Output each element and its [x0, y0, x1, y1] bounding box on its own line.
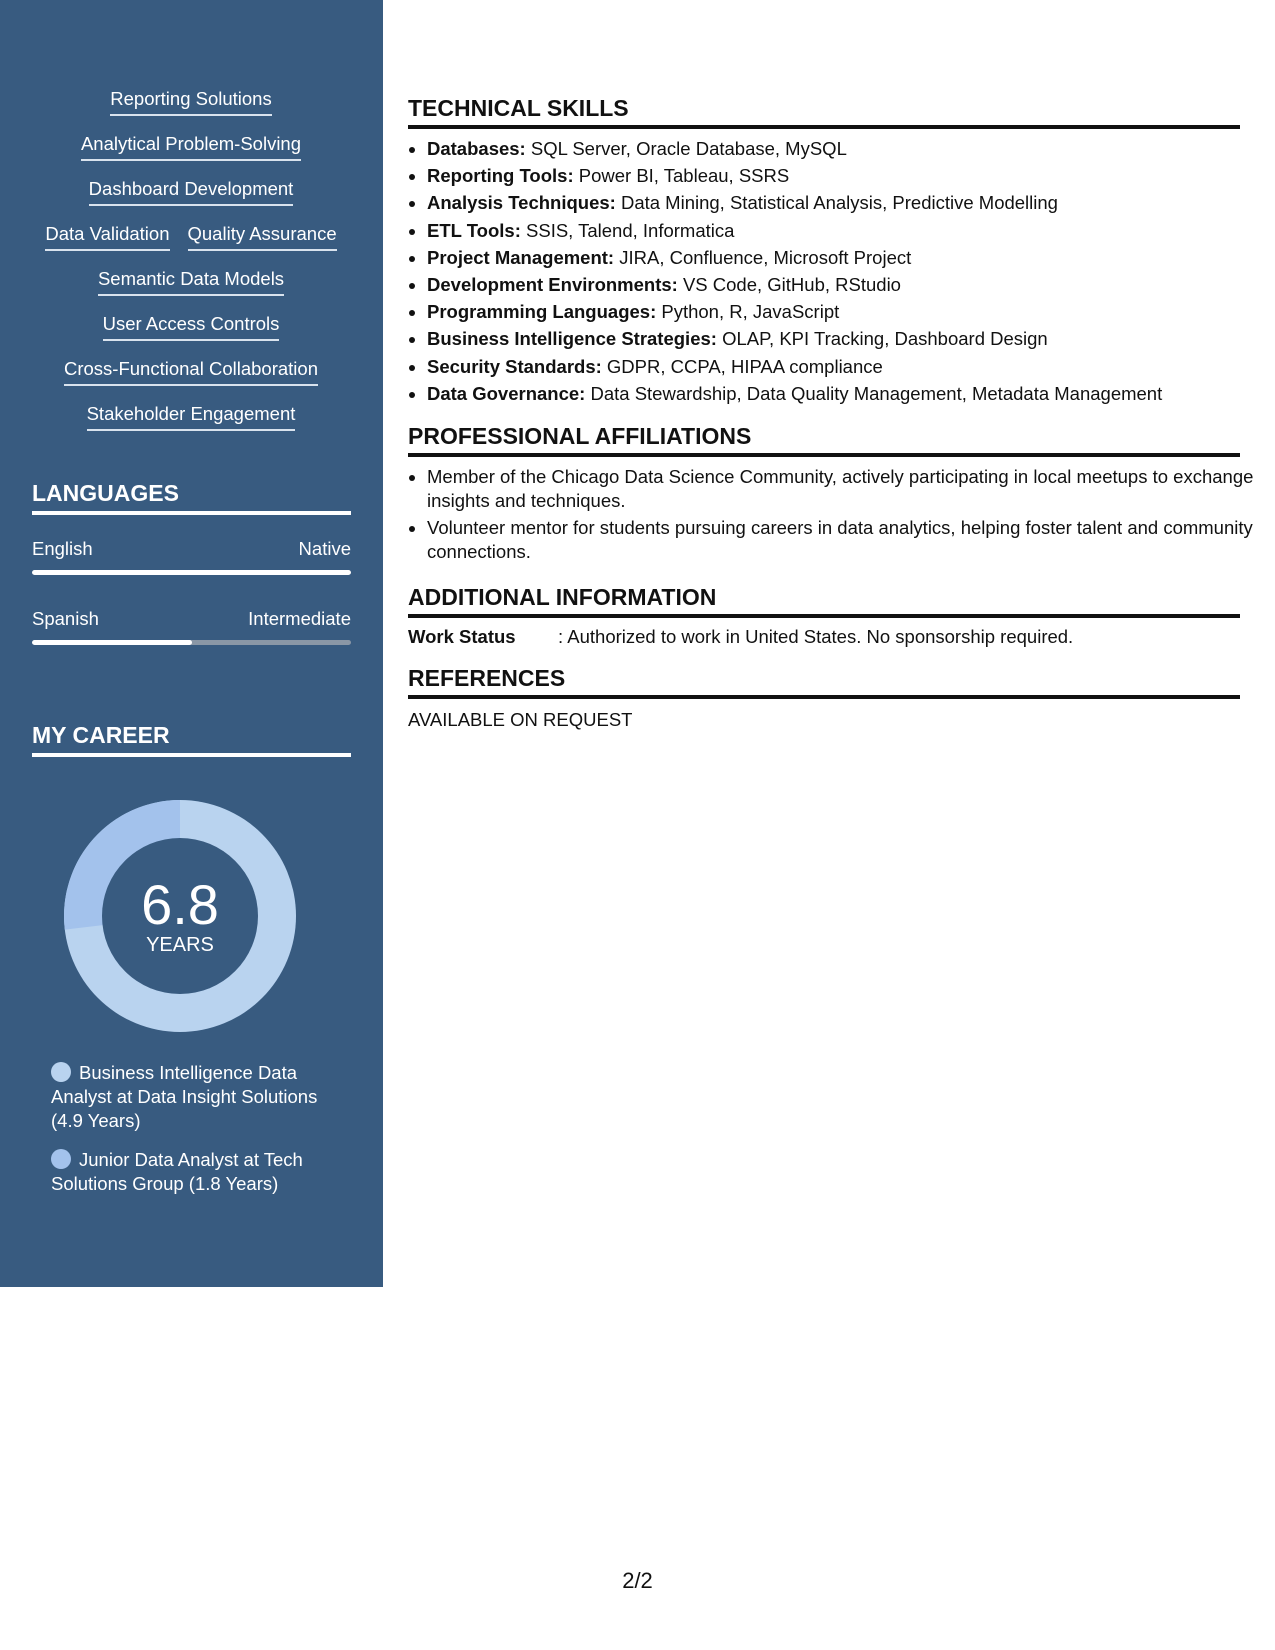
language-level: Native [298, 538, 351, 559]
language-row [32, 608, 351, 630]
skill-tag-row [32, 86, 350, 131]
career-item [51, 1148, 331, 1196]
affiliations-list [408, 465, 1259, 567]
skill-label: Development Environments: [427, 274, 678, 296]
skill-value: Power BI, Tableau, SSRS [573, 165, 790, 187]
skill-tag: Analytical Problem-Solving [81, 131, 301, 161]
language-name: English [32, 538, 93, 559]
skill-tag-row [32, 266, 350, 311]
technical-skills-list [408, 135, 1259, 407]
skill-tag: Dashboard Development [89, 176, 294, 206]
skill-label: Project Management: [427, 246, 615, 268]
skill-label: ETL Tools: [427, 219, 521, 241]
skill-tag: User Access Controls [103, 311, 280, 341]
skill-tag-row [32, 401, 350, 446]
skill-label: Programming Languages: [427, 301, 657, 323]
list-item [427, 298, 1259, 325]
skill-tag: Data Validation [45, 221, 169, 251]
list-item [427, 353, 1259, 380]
list-item [427, 325, 1259, 352]
list-item [427, 244, 1259, 271]
skill-value: Data Mining, Statistical Analysis, Predictive Modelling [615, 192, 1058, 214]
career-dot [51, 1149, 71, 1169]
career-total-years: 6.8 [141, 873, 219, 936]
list-item [427, 189, 1259, 216]
additional-info-heading: ADDITIONAL INFORMATION [408, 584, 1240, 618]
language-bar [32, 640, 351, 645]
work-status-label: Work Status [408, 626, 516, 647]
skill-label: Business Intelligence Strategies: [427, 328, 717, 350]
skill-label: Security Standards: [427, 355, 602, 377]
work-status-row [408, 626, 1240, 648]
language-bar-fill [32, 640, 192, 645]
skill-tag-row [32, 356, 350, 401]
skill-value: OLAP, KPI Tracking, Dashboard Design [716, 328, 1048, 350]
skill-tag-row [32, 221, 350, 266]
list-item [427, 380, 1259, 407]
list-item [427, 217, 1259, 244]
language-level: Intermediate [248, 608, 351, 629]
sidebar [0, 0, 383, 1287]
skill-value: JIRA, Confluence, Microsoft Project [614, 246, 912, 268]
skill-value: SSIS, Talend, Informatica [520, 219, 735, 241]
skill-value: SQL Server, Oracle Database, MySQL [525, 138, 847, 159]
skill-tag: Cross-Functional Collaboration [64, 356, 318, 386]
list-item [427, 162, 1259, 189]
skill-value: Data Stewardship, Data Quality Management, Metadata Management [585, 382, 1163, 404]
skill-value: GDPR, CCPA, HIPAA compliance [601, 355, 883, 377]
career-item-text: Business Intelligence Data Analyst at Data Insight Solutions (4.9 Years) [51, 1062, 318, 1131]
skill-tag: Reporting Solutions [110, 86, 271, 116]
list-item: • Member of the Chicago Data Science Community, actively participating in local meetups to exchange insights and techniques. [427, 465, 1259, 513]
work-status-value: : Authorized to work in United States. No sponsorship required. [558, 626, 1074, 647]
skill-tag-row [32, 131, 350, 176]
skill-label: Data Governance: [427, 382, 586, 404]
career-item [51, 1061, 331, 1133]
skill-tag: Quality Assurance [188, 221, 337, 251]
technical-skills-heading: TECHNICAL SKILLS [408, 95, 1240, 129]
skill-tag: Semantic Data Models [98, 266, 284, 296]
skill-tag: Stakeholder Engagement [87, 401, 296, 431]
skill-tag-row [32, 176, 350, 221]
career-donut-chart [64, 800, 296, 1032]
career-item-text: Junior Data Analyst at Tech Solutions Group (1.8 Years) [51, 1149, 303, 1194]
skill-value: Python, R, JavaScript [656, 301, 840, 323]
affiliations-heading: PROFESSIONAL AFFILIATIONS [408, 423, 1240, 457]
career-heading: MY CAREER [32, 722, 351, 757]
list-item: • Volunteer mentor for students pursuing careers in data analytics, helping foster talent and community connections. [427, 516, 1259, 564]
skill-tag-row [32, 311, 350, 356]
language-bar-fill [32, 570, 351, 575]
skill-label: Databases: [427, 138, 526, 159]
skill-label: Analysis Techniques: [427, 192, 616, 214]
skill-label: Reporting Tools: [427, 165, 574, 187]
languages-heading: LANGUAGES [32, 480, 351, 515]
career-years-label: YEARS [146, 934, 214, 956]
career-dot [51, 1062, 71, 1082]
language-bar [32, 570, 351, 575]
references-text: AVAILABLE ON REQUEST [408, 709, 633, 730]
list-item [427, 271, 1259, 298]
list-item [427, 135, 1259, 162]
language-name: Spanish [32, 608, 99, 629]
skill-value: VS Code, GitHub, RStudio [677, 274, 901, 296]
skill-tags [32, 86, 350, 446]
references-heading: REFERENCES [408, 665, 1240, 699]
page-number: 2/2 [622, 1568, 653, 1593]
language-row [32, 538, 351, 560]
